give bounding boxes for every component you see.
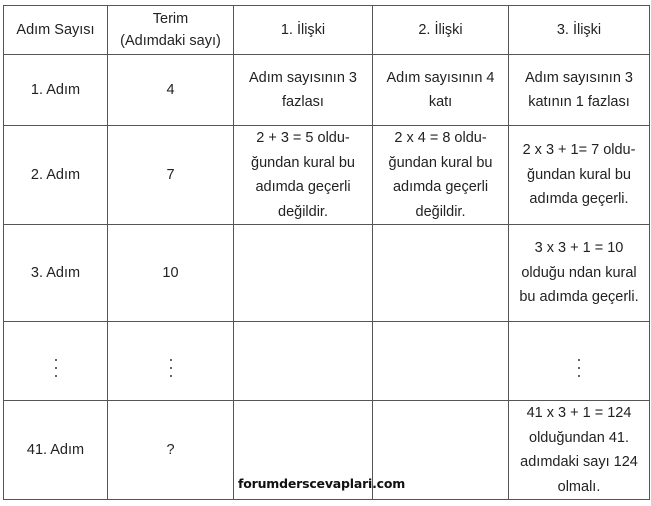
relation-2-cell <box>373 322 509 401</box>
step-cell <box>4 401 108 500</box>
relation-3-cell <box>509 225 650 322</box>
relation-text: Adım sayısının 3 fazlası <box>249 69 357 110</box>
term-value: 7 <box>166 166 175 183</box>
relation-1-cell <box>234 322 373 401</box>
header-label: Terim <box>152 11 189 27</box>
step-number: 3 <box>534 240 543 257</box>
table-row <box>4 225 650 322</box>
header-relation-1 <box>234 6 373 55</box>
relation-check-text: x 3 + 1= 7 oldu-ğundan kural bu adımda geçerli. <box>527 142 636 208</box>
term-value: 4 <box>166 81 175 98</box>
relation-2-cell <box>373 55 509 126</box>
term-cell <box>108 225 234 322</box>
step-cell <box>4 322 108 401</box>
header-relation-3 <box>509 6 650 55</box>
relation-1-cell <box>234 55 373 126</box>
header-label: Adım Sayısı <box>16 22 95 38</box>
vertical-ellipsis-icon <box>170 359 172 377</box>
header-label: 3. İlişki <box>556 22 602 38</box>
header-step-count <box>4 6 108 55</box>
pattern-relations-table <box>3 5 650 500</box>
vertical-ellipsis-icon <box>55 359 57 377</box>
relation-3-cell <box>509 322 650 401</box>
term-cell <box>108 55 234 126</box>
step-number: 2 <box>522 142 531 159</box>
header-term <box>108 6 234 55</box>
header-relation-2 <box>373 6 509 55</box>
relation-check-text: + 3 = 5 oldu-ğundan kural bu adımda geçerli değildir. <box>251 130 355 220</box>
relation-check-text: x 3 + 1 = 124 olduğundan 41. adımdaki sayı 124 olmalı. <box>520 405 638 495</box>
vertical-ellipsis-icon <box>578 359 580 377</box>
step-number: 2 <box>256 130 265 146</box>
term-value: ? <box>166 441 175 458</box>
relation-check-text: x 3 + 1 = 10 olduğu ndan kural bu adımda geçerli. <box>519 240 639 306</box>
term-cell <box>108 126 234 225</box>
relation-3-cell <box>509 55 650 126</box>
term-value: 10 <box>162 264 179 281</box>
header-row <box>4 6 650 55</box>
term-cell <box>108 401 234 500</box>
table-row <box>4 55 650 126</box>
relation-2-cell <box>373 225 509 322</box>
header-label: 2. İlişki <box>418 22 463 38</box>
table-row <box>4 126 650 225</box>
step-label: 3. Adım <box>30 264 81 281</box>
term-cell <box>108 322 234 401</box>
relation-text: Adım sayısının 4 katı <box>386 69 495 110</box>
step-number: 2 <box>394 130 403 146</box>
relation-3-cell <box>509 126 650 225</box>
relation-text: Adım sayısının 3 katının 1 fazlası <box>525 69 633 110</box>
relation-1-cell <box>234 225 373 322</box>
step-cell <box>4 126 108 225</box>
step-number: 41 <box>526 405 543 421</box>
header-sublabel: (Adımdaki sayı) <box>120 33 221 49</box>
relation-1-cell <box>234 126 373 225</box>
step-label: 41. Adım <box>26 441 85 458</box>
table-row-ellipsis <box>4 322 650 401</box>
relation-2-cell <box>373 126 509 225</box>
relation-check-text: x 4 = 8 oldu-ğundan kural bu adımda geçerli değildir. <box>388 130 493 220</box>
step-label: 2. Adım <box>30 166 81 183</box>
watermark: forumderscevaplari.com <box>238 476 406 491</box>
step-cell <box>4 55 108 126</box>
step-cell <box>4 225 108 322</box>
step-label: 1. Adım <box>30 81 81 98</box>
header-label: 1. İlişki <box>280 22 326 38</box>
relation-3-cell <box>509 401 650 500</box>
